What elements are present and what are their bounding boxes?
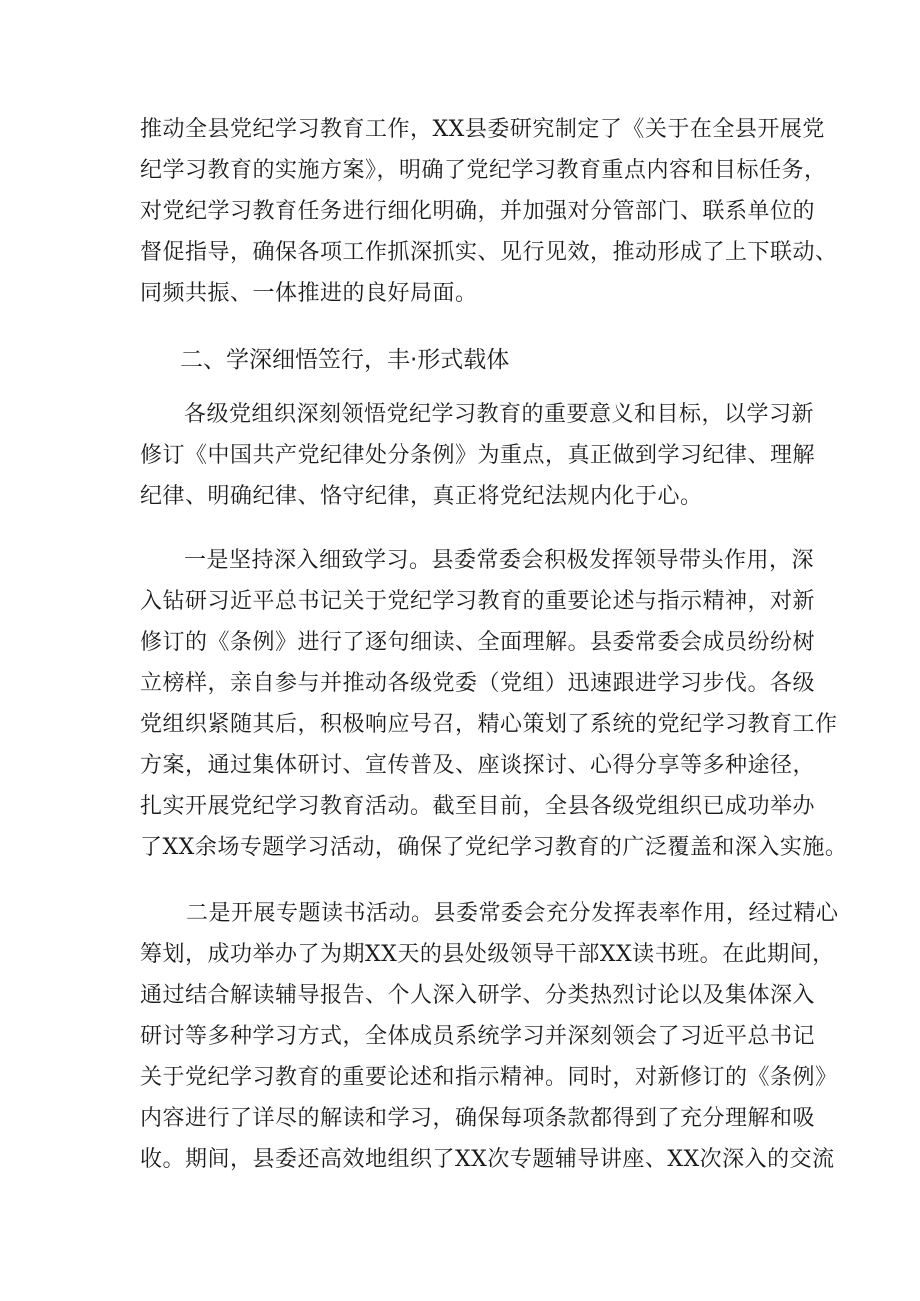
text-line: 纪学习教育的实施方案》，明确了党纪学习教育重点内容和目标任务，	[140, 158, 827, 183]
text-line: 同频共振、一体推进的良好局面。	[140, 281, 478, 306]
text-line: 扎实开展党纪学习教育活动。截至目前，全县各级党组织已成功举办	[140, 794, 816, 819]
text-line: 筹划，成功举办了为期XX天的县处级领导干部XX读书班。在此期间，	[140, 942, 835, 967]
text-line: 内容进行了详尽的解读和学习，确保每项条款都得到了充分理解和吸	[140, 1106, 816, 1131]
text-line: 立榜样，亲自参与并推动各级党委（党组）迅速跟进学习步伐。各级	[140, 671, 816, 696]
text-line: 二是开展专题读书活动。县委常委会充分发挥表率作用，经过精心	[186, 901, 839, 926]
text-line: 党组织紧随其后，积极响应号召，精心策划了系统的党纪学习教育工作	[140, 712, 838, 737]
text-line: 方案，通过集体研讨、宣传普及、座谈探讨、心得分享等多种途径，	[140, 753, 816, 778]
text-line: 了XX余场专题学习活动，确保了党纪学习教育的广泛覆盖和深入实施。	[140, 835, 848, 860]
text-line: 一是坚持深入细致学习。县委常委会积极发挥领导带头作用，深	[184, 548, 815, 573]
section-heading: 二、学深细悟笠行，丰·形式载体	[180, 347, 510, 373]
text-line: 关于党纪学习教育的重要论述和指示精神。同时，对新修订的《条例》	[140, 1065, 838, 1090]
text-line: 督促指导，确保各项工作抓深抓实、见行见效，推动形成了上下联动、	[140, 240, 838, 265]
text-line: 入钻研习近平总书记关于党纪学习教育的重要论述与指示精神，对新	[140, 589, 816, 614]
text-line: 对党纪学习教育任务进行细化明确，并加强对分管部门、联系单位的	[140, 199, 816, 224]
text-line: 各级党组织深刻领悟党纪学习教育的重要意义和目标，以学习新	[184, 402, 815, 427]
text-line: 推动全县党纪学习教育工作，XX县委研究制定了《关于在全县开展党	[140, 117, 825, 142]
text-line: 修订的《条例》进行了逐句细读、全面理解。县委常委会成员纷纷树	[140, 630, 816, 655]
text-line: 通过结合解读辅导报告、个人深入研学、分类热烈讨论以及集体深入	[140, 983, 816, 1008]
text-line: 收。期间，县委还高效地组织了XX次专题辅导讲座、XX次深入的交流	[140, 1147, 835, 1172]
text-line: 纪律、明确纪律、恪守纪律，真正将党纪法规内化于心。	[140, 484, 703, 509]
text-line: 修订《中国共产党纪律处分条例》为重点，真正做到学习纪律、理解	[140, 443, 816, 468]
text-line: 研讨等多种学习方式，全体成员系统学习并深刻领会了习近平总书记	[140, 1024, 816, 1049]
